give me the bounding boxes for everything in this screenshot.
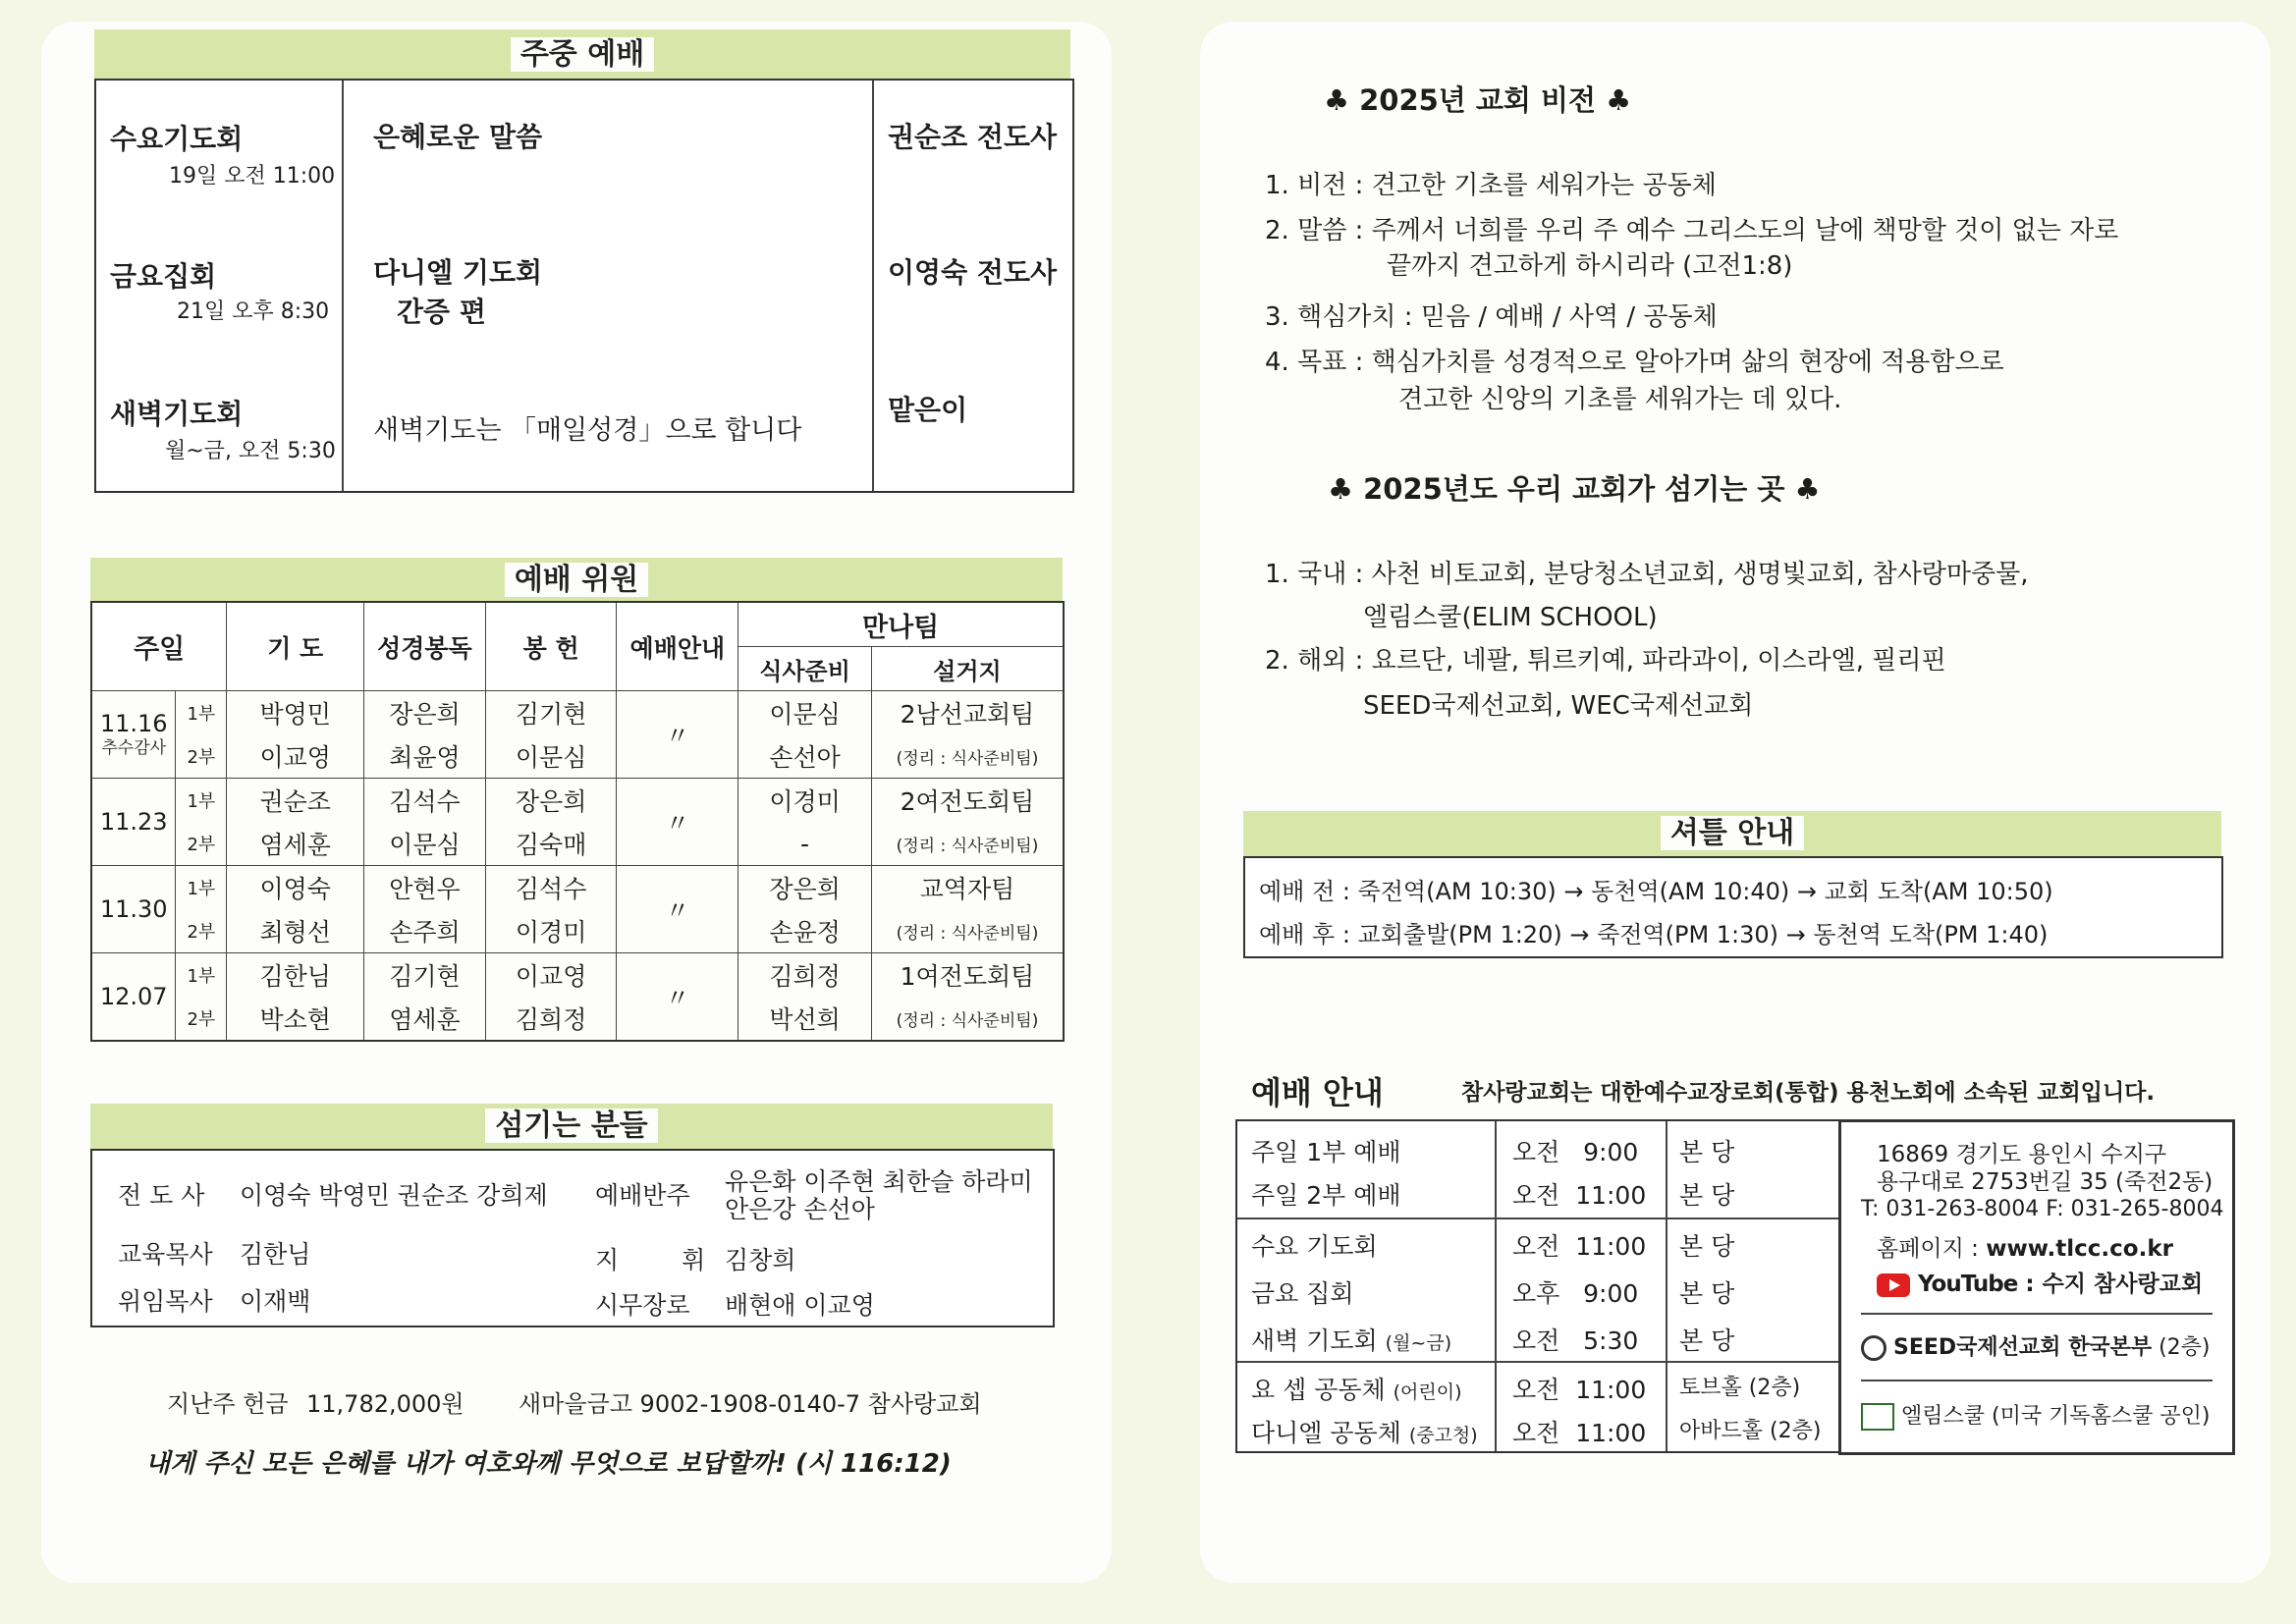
duty-offering: 김석수	[485, 866, 617, 910]
homepage-line: 홈페이지 : www.tlcc.co.kr	[1877, 1236, 2173, 1262]
duty-meal: 손윤정	[738, 909, 872, 953]
servers-header: 섬기는 분들	[90, 1104, 1053, 1149]
server-names: 이영숙 박영민 권순조 강희제	[240, 1181, 548, 1210]
vision-item-cont: 견고한 신앙의 기초를 세워가는 데 있다.	[1398, 385, 1842, 414]
duty-reading: 손주희	[364, 909, 486, 953]
vision-item: 4. 목표 : 핵심가치를 성경적으로 알아가며 삶의 현장에 적용함으로	[1265, 348, 2004, 377]
phone-fax: T: 031-263-8004 F: 031-265-8004	[1861, 1197, 2224, 1221]
weekday-title: 은혜로운 말씀	[373, 121, 543, 153]
address-line: 16869 경기도 용인시 수지구	[1877, 1142, 2167, 1167]
duty-offering: 이교영	[485, 953, 617, 998]
bank-account: 새마을금고 9002-1908-0140-7 참사랑교회	[519, 1390, 982, 1418]
duty-guide: 〃	[617, 953, 738, 1042]
duty-reading: 안현우	[364, 866, 486, 910]
duty-header: 예배 위원	[90, 558, 1063, 603]
duty-guide: 〃	[617, 691, 738, 779]
table-row	[91, 691, 1064, 735]
duty-date: 11.23	[99, 808, 168, 836]
weekday-name: 새벽기도회	[110, 398, 244, 430]
elim-logo-icon	[1861, 1403, 1894, 1431]
mission-item: 2. 해외 : 요르단, 네팔, 튀르키예, 파라과이, 이스라엘, 필리핀	[1265, 646, 1946, 676]
duty-meal: 장은희	[738, 866, 872, 910]
weekday-name: 금요집회	[110, 260, 217, 293]
servers-box	[90, 1149, 1055, 1327]
service-place: 본 당	[1679, 1326, 1735, 1355]
duty-reading: 김석수	[364, 779, 486, 823]
duty-reading: 김기현	[364, 953, 486, 998]
part-label: 1부	[176, 779, 227, 823]
duty-meal: 이경미	[738, 779, 872, 823]
server-role: 예배반주	[595, 1181, 690, 1210]
server-names: 김한님	[240, 1240, 311, 1269]
duty-offering: 김숙매	[485, 822, 617, 866]
service-name: 요 셉 공동체 (어린이)	[1251, 1376, 1462, 1404]
duty-offering: 이문심	[485, 734, 617, 779]
service-name: 금요 집회	[1251, 1279, 1354, 1308]
duty-prayer: 권순조	[227, 779, 364, 823]
col-header: 주일	[91, 602, 227, 691]
weekday-title: 새벽기도는 「매일성경」으로 합니다	[373, 415, 802, 446]
col-header: 기 도	[227, 602, 364, 691]
duty-dish-note: (정리 : 식사준비팀)	[871, 822, 1064, 866]
duty-dish-note: (정리 : 식사준비팀)	[871, 997, 1064, 1041]
server-role: 시무장로	[595, 1291, 690, 1320]
weekday-time: 21일 오후 8:30	[177, 299, 330, 324]
weekday-subtitle: 간증 편	[397, 296, 486, 328]
youtube-icon	[1877, 1273, 1910, 1297]
affiliation-text: 참사랑교회는 대한예수교장로회(통합) 용천노회에 소속된 교회입니다.	[1461, 1080, 2156, 1106]
duty-meal: -	[738, 822, 872, 866]
col-header: 예배안내	[617, 602, 738, 691]
col-header: 식사준비	[738, 647, 872, 691]
duty-dish-note: (정리 : 식사준비팀)	[871, 909, 1064, 953]
weekday-time: 월~금, 오전 5:30	[165, 439, 336, 463]
seed-logo-icon	[1861, 1335, 1886, 1361]
duty-prayer: 박소현	[227, 997, 364, 1041]
mission-item: 1. 국내 : 사천 비토교회, 분당청소년교회, 생명빛교회, 참사랑마중물,	[1265, 560, 2029, 589]
part-label: 2부	[176, 909, 227, 953]
service-time: 오전 11:00	[1512, 1419, 1647, 1447]
shuttle-line: 예배 후 : 교회출발(PM 1:20) → 죽전역(PM 1:30) → 동천역 도착(PM 1:40)	[1259, 921, 2049, 948]
server-role: 지 휘	[595, 1246, 734, 1274]
duty-table	[90, 601, 1065, 1042]
duty-guide: 〃	[617, 779, 738, 866]
church-contact-box	[1838, 1119, 2235, 1455]
service-name: 수요 기도회	[1251, 1232, 1378, 1261]
col-header: 만나팀	[738, 602, 1064, 647]
service-place: 본 당	[1679, 1181, 1735, 1210]
col-header: 설거지	[871, 647, 1064, 691]
duty-meal: 박선희	[738, 997, 872, 1041]
duty-guide: 〃	[617, 866, 738, 953]
duty-date: 11.30	[99, 895, 168, 923]
part-label: 2부	[176, 734, 227, 779]
server-role: 전 도 사	[118, 1181, 205, 1210]
server-names: 유은화 이주현 최한슬 하라미	[725, 1167, 1033, 1196]
duty-date: 12.07	[99, 983, 168, 1010]
duty-prayer: 최형선	[227, 909, 364, 953]
weekday-leader: 권순조 전도사	[888, 121, 1058, 153]
service-time: 오후 9:00	[1512, 1279, 1639, 1308]
part-label: 2부	[176, 822, 227, 866]
duty-prayer: 김한님	[227, 953, 364, 998]
duty-reading: 최윤영	[364, 734, 486, 779]
server-names: 이재백	[240, 1287, 311, 1316]
table-row	[91, 866, 1064, 910]
service-name: 새벽 기도회 (월~금)	[1251, 1326, 1452, 1355]
duty-prayer: 이교영	[227, 734, 364, 779]
duty-dish: 2여전도회팀	[871, 779, 1064, 823]
mission-item-cont: 엘림스쿨(ELIM SCHOOL)	[1363, 603, 1658, 632]
vision-item: 1. 비전 : 견고한 기초를 세워가는 공동체	[1265, 171, 1717, 200]
duty-offering: 이경미	[485, 909, 617, 953]
server-names: 배현애 이교영	[725, 1291, 875, 1320]
duty-reading: 염세훈	[364, 997, 486, 1041]
vision-item: 2. 말씀 : 주께서 너희를 우리 주 예수 그리스도의 날에 책망할 것이 없는 자로	[1265, 216, 2119, 245]
duty-reading: 이문심	[364, 822, 486, 866]
bible-verse: 내게 주신 모든 은혜를 내가 여호와께 무엇으로 보답할까! (시 116:12)	[145, 1449, 952, 1479]
duty-offering: 김희정	[485, 997, 617, 1041]
weekday-header: 주중 예배	[94, 29, 1070, 81]
service-place: 본 당	[1679, 1279, 1735, 1308]
duty-dish: 교역자팀	[871, 866, 1064, 910]
youtube-line[interactable]: YouTube : 수지 참사랑교회	[1877, 1266, 2203, 1298]
duty-prayer: 염세훈	[227, 822, 364, 866]
weekday-leader: 이영숙 전도사	[888, 256, 1058, 289]
service-time: 오전 11:00	[1512, 1232, 1647, 1261]
duty-date: 11.16	[99, 710, 168, 738]
table-row	[91, 779, 1064, 823]
server-names: 안은강 손선아	[725, 1195, 875, 1223]
service-name: 주일 2부 예배	[1251, 1181, 1401, 1210]
duty-dish: 2남선교회팀	[871, 691, 1064, 735]
part-label: 1부	[176, 953, 227, 998]
weekday-name: 수요기도회	[110, 123, 244, 155]
service-place: 토브홀 (2층)	[1679, 1376, 1801, 1400]
elim-line: 엘림스쿨 (미국 기독홈스쿨 공인)	[1861, 1399, 2210, 1431]
service-info-table	[1235, 1119, 1840, 1453]
seed-line: SEED국제선교회 한국본부 (2층)	[1861, 1330, 2211, 1361]
duty-prayer: 박영민	[227, 691, 364, 735]
duty-offering: 김기현	[485, 691, 617, 735]
duty-note: 추수감사	[101, 738, 167, 759]
mission-item-cont: SEED국제선교회, WEC국제선교회	[1363, 691, 1754, 721]
service-place: 본 당	[1679, 1232, 1735, 1261]
service-name: 주일 1부 예배	[1251, 1138, 1401, 1166]
shuttle-line: 예배 전 : 죽전역(AM 10:30) → 동천역(AM 10:40) → 교회 도착(AM 10:50)	[1259, 878, 2053, 905]
service-time: 오전 5:30	[1512, 1326, 1639, 1355]
service-place: 본 당	[1679, 1138, 1735, 1166]
service-time: 오전 9:00	[1512, 1138, 1639, 1166]
part-label: 1부	[176, 866, 227, 910]
duty-meal: 이문심	[738, 691, 872, 735]
vision-item-cont: 끝까지 견고하게 하시리라 (고전1:8)	[1387, 251, 1793, 281]
weekday-title: 다니엘 기도회	[373, 256, 543, 289]
service-place: 아바드홀 (2층)	[1679, 1419, 1822, 1443]
server-names: 김창희	[725, 1246, 796, 1274]
duty-reading: 장은희	[364, 691, 486, 735]
mission-title: ♣ 2025년도 우리 교회가 섬기는 곳 ♣	[1328, 472, 1821, 506]
vision-title: ♣ 2025년 교회 비전 ♣	[1324, 83, 1632, 117]
table-row	[91, 953, 1064, 998]
service-name: 다니엘 공동체 (중고청)	[1251, 1419, 1478, 1447]
offering-amount: 11,782,000원	[306, 1390, 465, 1418]
server-role: 교육목사	[118, 1240, 213, 1269]
weekday-leader: 맡은이	[888, 394, 968, 426]
weekday-time: 19일 오전 11:00	[169, 164, 336, 189]
shuttle-box	[1243, 856, 2223, 958]
address-line: 용구대로 2753번길 35 (죽전2동)	[1877, 1169, 2214, 1195]
weekday-table	[94, 79, 1074, 493]
server-role: 위임목사	[118, 1287, 213, 1316]
shuttle-header: 셔틀 안내	[1243, 811, 2221, 856]
duty-dish-note: (정리 : 식사준비팀)	[871, 734, 1064, 779]
col-header: 성경봉독	[364, 602, 486, 691]
duty-prayer: 이영숙	[227, 866, 364, 910]
service-info-title: 예배 안내	[1251, 1074, 1384, 1111]
vision-item: 3. 핵심가치 : 믿음 / 예배 / 사역 / 공동체	[1265, 302, 1718, 332]
duty-meal: 손선아	[738, 734, 872, 779]
part-label: 2부	[176, 997, 227, 1041]
service-time: 오전 11:00	[1512, 1376, 1647, 1404]
col-header: 봉 헌	[485, 602, 617, 691]
service-time: 오전 11:00	[1512, 1181, 1647, 1210]
duty-meal: 김희정	[738, 953, 872, 998]
offering-label: 지난주 헌금	[167, 1390, 289, 1418]
homepage-link[interactable]: www.tlcc.co.kr	[1986, 1236, 2173, 1262]
duty-dish: 1여전도회팀	[871, 953, 1064, 998]
part-label: 1부	[176, 691, 227, 735]
duty-offering: 장은희	[485, 779, 617, 823]
